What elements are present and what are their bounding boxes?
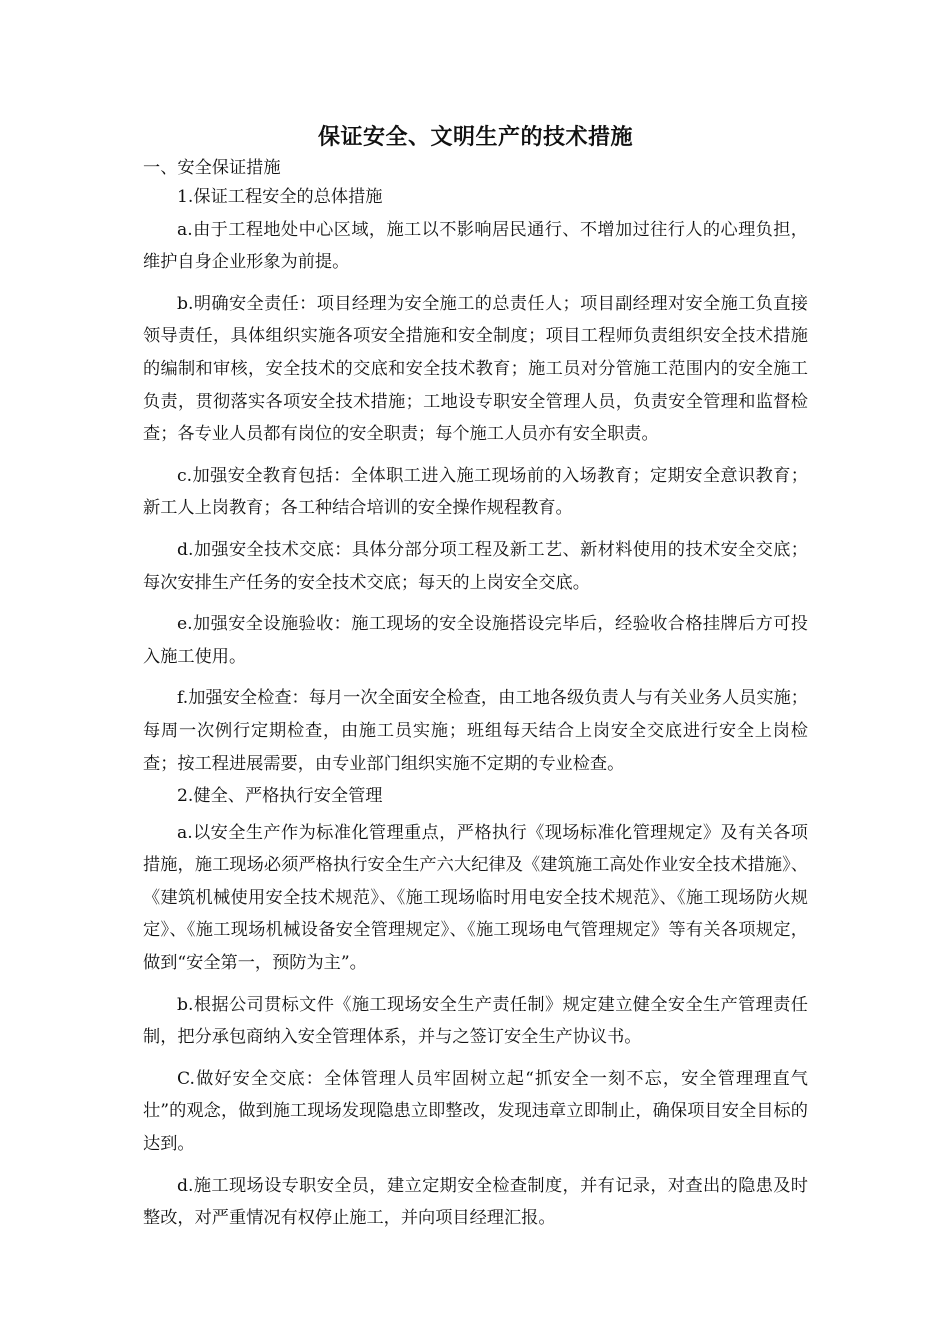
paragraph-2d: d.施工现场设专职安全员，建立定期安全检查制度，并有记录，对查出的隐患及时整改，对严重情况有权停止施工，并向项目经理汇报。 — [143, 1175, 808, 1229]
paragraph-1b: b.明确安全责任：项目经理为安全施工的总责任人；项目副经理对安全施工负直接领导责任，具体组织实施各项安全措施和安全制度；项目工程师负责组织安全技术措施的编制和审核，安全技术的交底和安全技术教育；施工员对分管施工范围内的安全施工负责，贯彻落实各项安全技术措施；工地设专职安全管理人员，负责安全管理和监督检查；各专业人员都有岗位的安全职责；每个施工人员亦有安全职责。 — [143, 293, 808, 445]
paragraph-1e: e.加强安全设施验收：施工现场的安全设施搭设完毕后，经验收合格挂牌后方可投入施工使用。 — [143, 614, 808, 667]
paragraph-1c: c.加强安全教育包括：全体职工进入施工现场前的入场教育；定期安全意识教育；新工人上岗教育；各工种结合培训的安全操作规程教育。 — [143, 465, 808, 519]
paragraph-1f: f.加强安全检查：每月一次全面安全检查，由工地各级负责人与有关业务人员实施；每周一次例行定期检查，由施工员实施；班组每天结合上岗安全交底进行安全上岗检查；按工程进展需要，由专业部门组织实施不定期的专业检查。 — [143, 688, 808, 774]
subsection-heading-safety-management: 2.健全、严格执行安全管理 — [177, 786, 383, 807]
paragraph-2c: C.做好安全交底：全体管理人员牢固树立起“抓安全一刻不忘，安全管理理直气壮”的观念，做到施工现场发现隐患立即整改，发现违章立即制止，确保项目安全目标的达到。 — [143, 1068, 808, 1155]
section-heading-safety-measures: 一、安全保证措施 — [143, 158, 281, 178]
paragraph-1d: d.加强安全技术交底：具体分部分项工程及新工艺、新材料使用的技术安全交底；每次安排生产任务的安全技术交底；每天的上岗安全交底。 — [143, 539, 808, 593]
paragraph-2b: b.根据公司贯标文件《施工现场安全生产责任制》规定建立健全安全生产管理责任制，把分承包商纳入安全管理体系，并与之签订安全生产协议书。 — [143, 994, 808, 1048]
paragraph-1a: a.由于工程地处中心区域，施工以不影响居民通行、不增加过往行人的心理负担，维护自身企业形象为前提。 — [143, 219, 808, 273]
paragraph-2a: a.以安全生产作为标准化管理重点，严格执行《现场标准化管理规定》及有关各项措施，施工现场必须严格执行安全生产六大纪律及《建筑施工高处作业安全技术措施》、《建筑机械使用安全技术规范》、《施工现场临时用电安全技术规范》、《施工现场防火规定》、《施工现场机械设备安全管理规定》、《施工现场电气管理规定》等有关各项规定，做到“安全第一，预防为主”。 — [143, 822, 808, 974]
document-title: 保证安全、文明生产的技术措施 — [317, 125, 633, 150]
document-body — [143, 121, 808, 1244]
subsection-heading-overall-measures: 1.保证工程安全的总体措施 — [177, 187, 383, 207]
